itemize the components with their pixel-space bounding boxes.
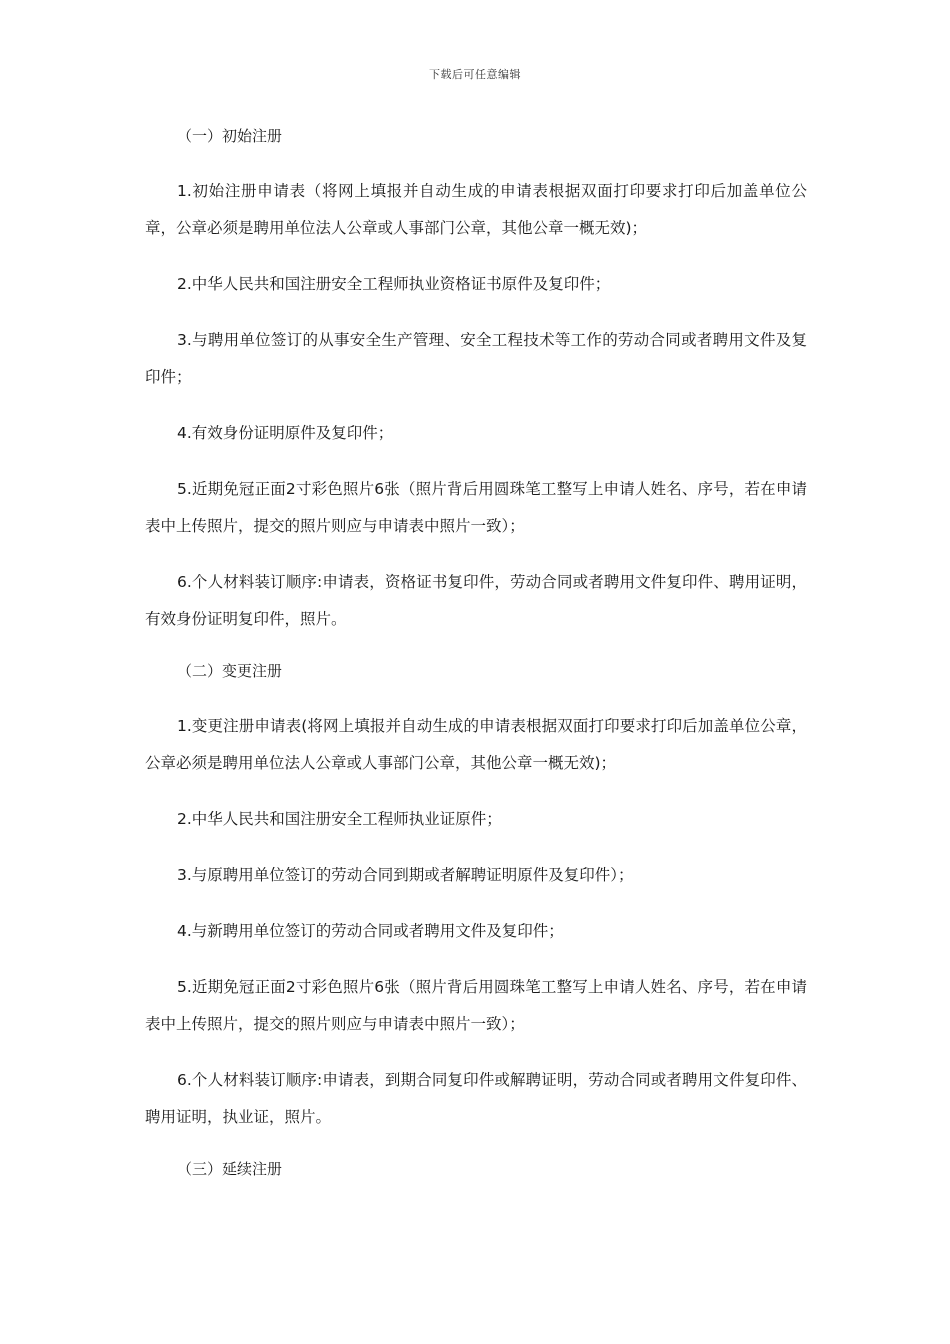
section-heading-renewal-registration: （三）延续注册 [177,1160,283,1178]
list-item: 2.中华人民共和国注册安全工程师执业资格证书原件及复印件； [177,275,611,293]
list-item: 4.与新聘用单位签订的劳动合同或者聘用文件及复印件； [177,922,564,940]
list-item: 1.变更注册申请表(将网上填报并自动生成的申请表根据双面打印要求打印后加盖单位公章，公章必须是聘用单位法人公章或人事部门公章，其他公章一概无效)； [145,717,807,772]
list-item: 5.近期免冠正面2寸彩色照片6张（照片背后用圆珠笔工整写上申请人姓名、序号，若在申请表中上传照片，提交的照片则应与申请表中照片一致）； [145,480,807,535]
header-note: 下载后可任意编辑 [429,68,521,81]
document-body [145,122,807,1206]
list-item: 2.中华人民共和国注册安全工程师执业证原件； [177,810,502,828]
list-item: 4.有效身份证明原件及复印件； [177,424,394,442]
list-item: 5.近期免冠正面2寸彩色照片6张（照片背后用圆珠笔工整写上申请人姓名、序号，若在申请表中上传照片，提交的照片则应与申请表中照片一致）； [145,978,807,1033]
list-item: 6.个人材料装订顺序:申请表，到期合同复印件或解聘证明，劳动合同或者聘用文件复印件、聘用证明，执业证，照片。 [145,1071,807,1126]
section-heading-change-registration: （二）变更注册 [177,662,283,680]
list-item: 1.初始注册申请表（将网上填报并自动生成的申请表根据双面打印要求打印后加盖单位公章，公章必须是聘用单位法人公章或人事部门公章，其他公章一概无效)； [145,182,807,237]
list-item: 3.与聘用单位签订的从事安全生产管理、安全工程技术等工作的劳动合同或者聘用文件及复印件； [145,331,807,386]
list-item: 3.与原聘用单位签订的劳动合同到期或者解聘证明原件及复印件）； [177,866,634,884]
section-heading-initial-registration: （一）初始注册 [177,127,283,145]
list-item: 6.个人材料装订顺序:申请表，资格证书复印件，劳动合同或者聘用文件复印件、聘用证明，有效身份证明复印件，照片。 [145,573,807,628]
